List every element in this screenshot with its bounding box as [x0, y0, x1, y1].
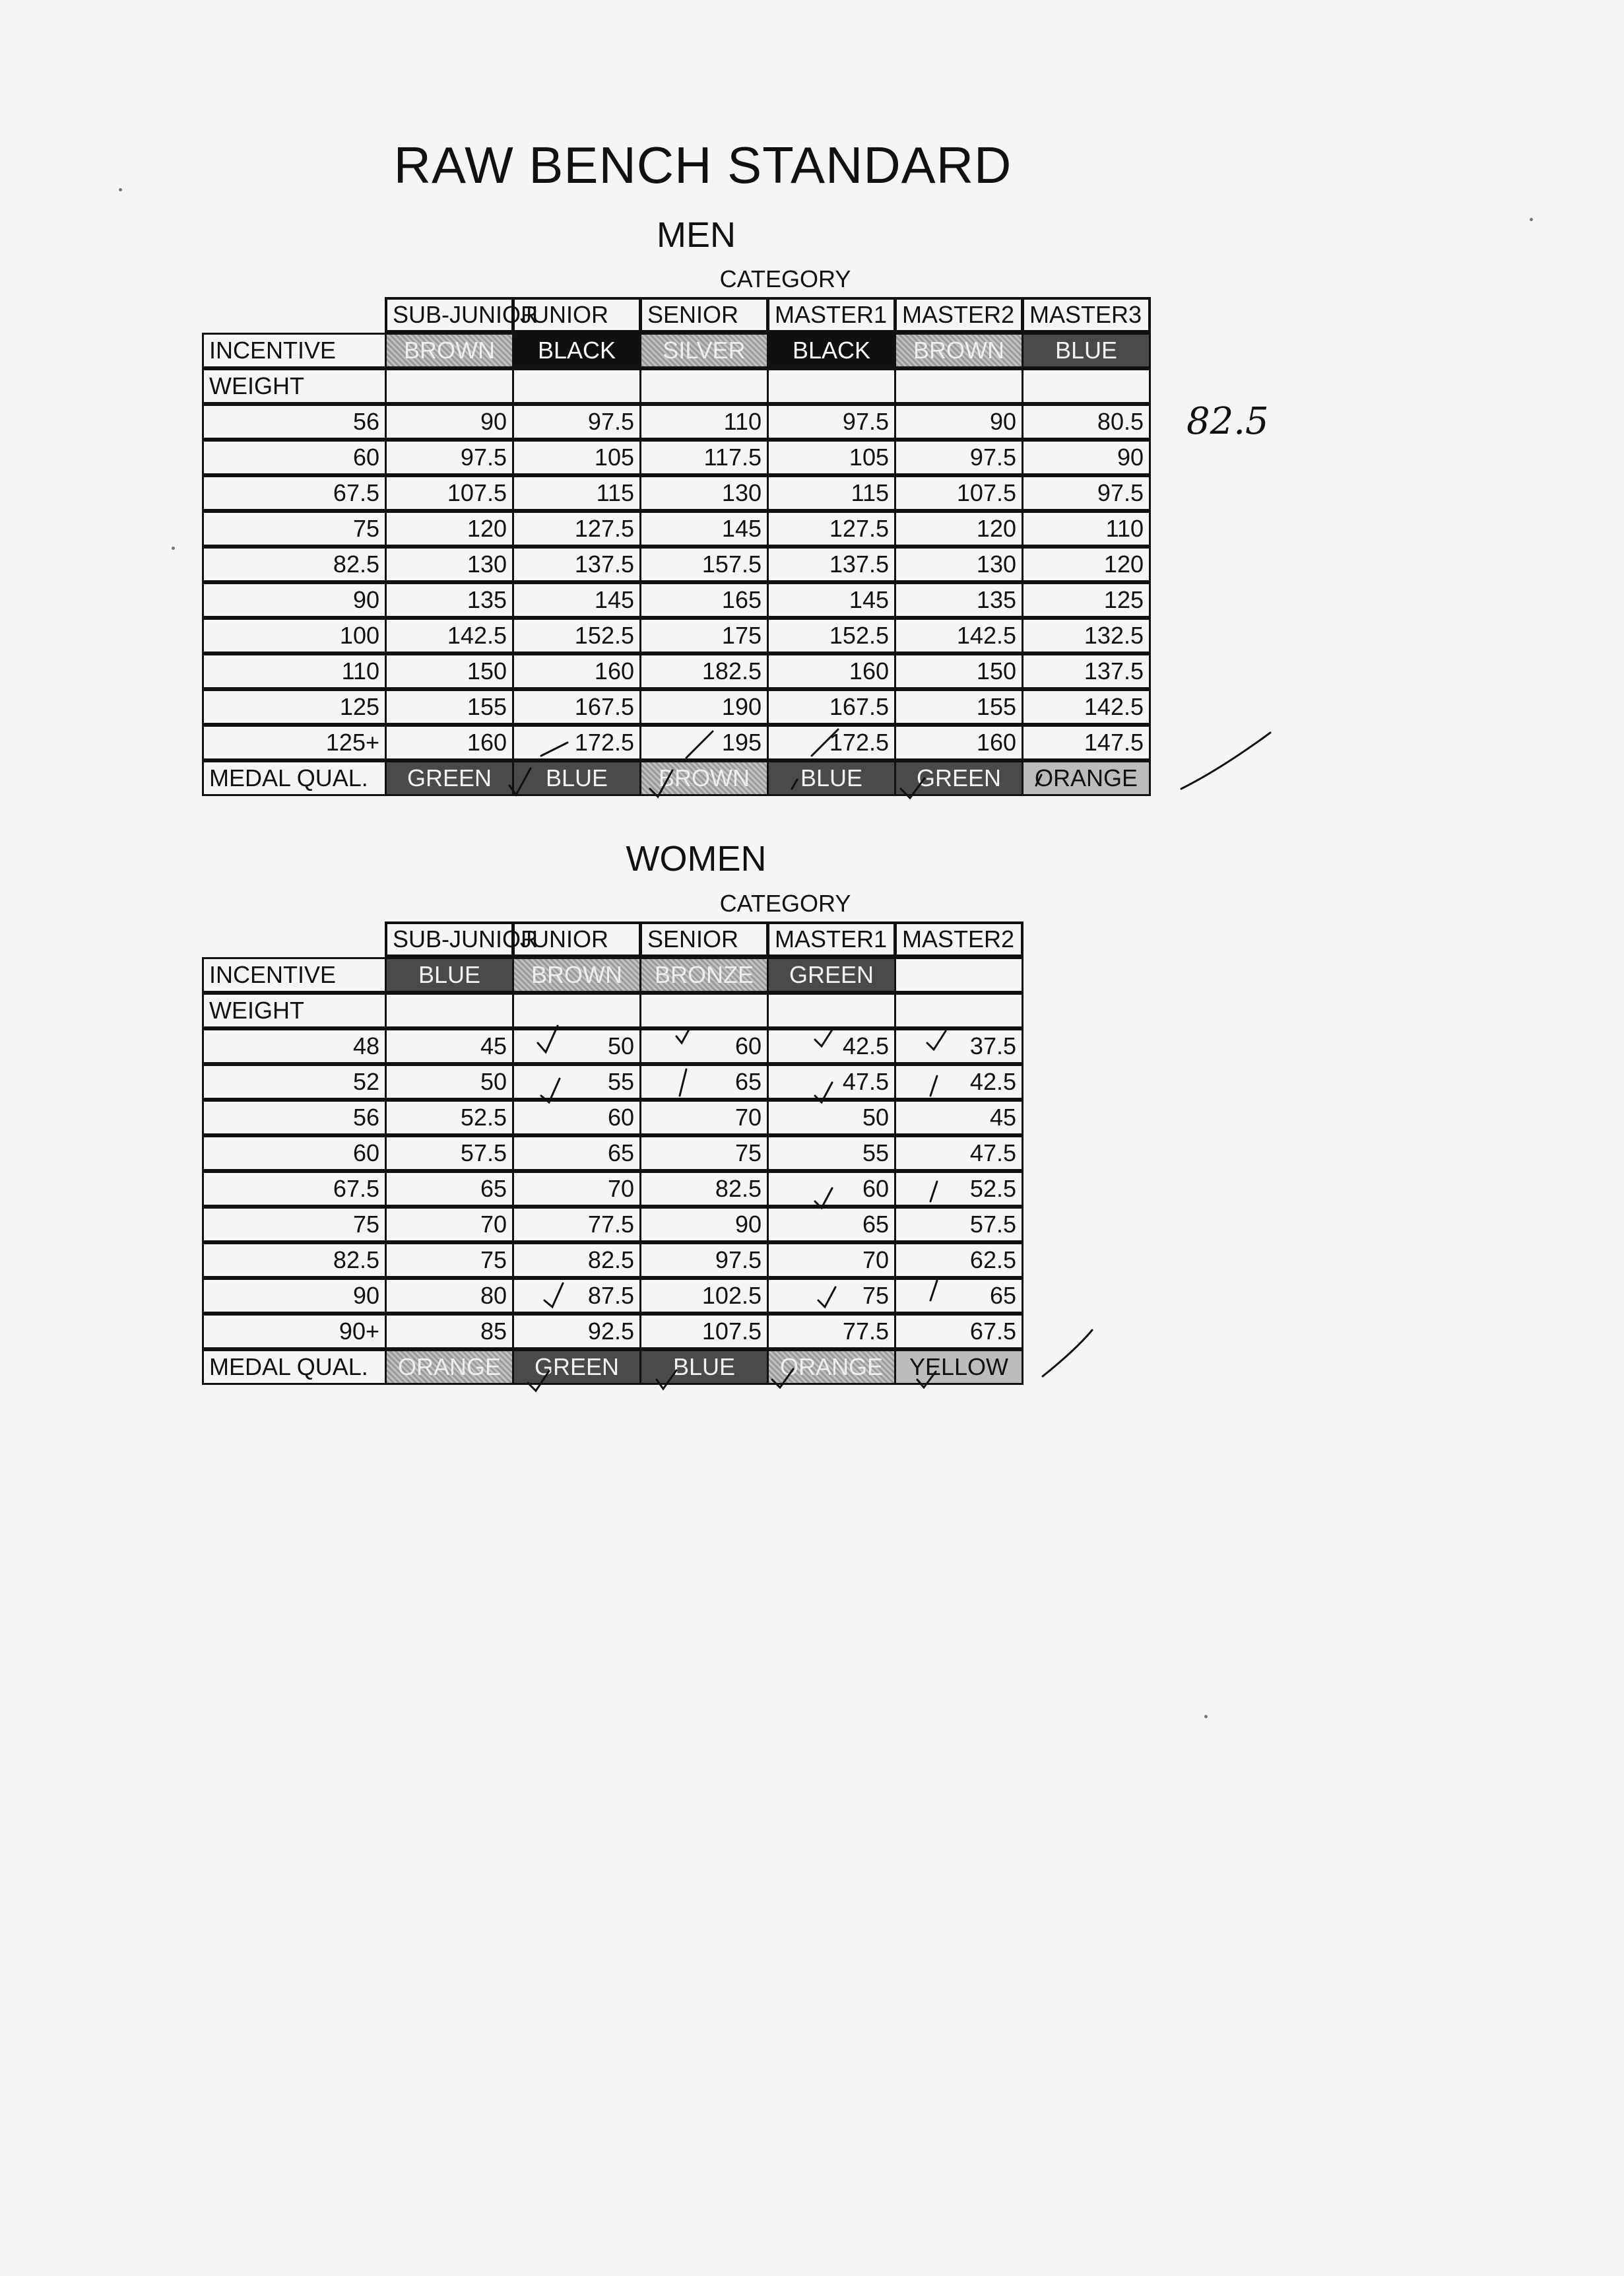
weight-class: 67.5 [202, 475, 387, 511]
medal-badge: YELLOW [894, 1349, 1023, 1385]
medal-label: MEDAL QUAL. [202, 760, 387, 796]
incentive-badge: BROWN [894, 333, 1023, 368]
standard-value: 160 [894, 725, 1023, 760]
weight-class: 125 [202, 689, 387, 725]
medal-badge: BLUE [512, 760, 641, 796]
standard-value: 92.5 [512, 1314, 641, 1349]
weight-class: 52 [202, 1064, 387, 1100]
standard-value: 90 [894, 404, 1023, 440]
incentive-label: INCENTIVE [202, 957, 387, 993]
standard-value: 172.5 [512, 725, 641, 760]
weight-class: 90 [202, 1278, 387, 1314]
standard-value: 135 [385, 582, 514, 618]
standard-value: 60 [767, 1171, 896, 1207]
standard-value: 50 [767, 1100, 896, 1135]
standard-value: 90 [385, 404, 514, 440]
standard-value: 142.5 [385, 618, 514, 653]
medal-badge: BROWN [639, 760, 769, 796]
column-header: SENIOR [639, 921, 769, 957]
men-check-6 [1181, 733, 1270, 789]
medal-badge: BLUE [767, 760, 896, 796]
column-header: MASTER1 [767, 921, 896, 957]
standard-value: 70 [385, 1207, 514, 1242]
weight-class: 82.5 [202, 547, 387, 582]
standard-value: 115 [512, 475, 641, 511]
standard-value: 155 [894, 689, 1023, 725]
standard-value: 137.5 [767, 547, 896, 582]
column-header: JUNIOR [512, 297, 641, 333]
incentive-badge: BROWN [385, 333, 514, 368]
standard-value: 145 [512, 582, 641, 618]
standard-value: 47.5 [767, 1064, 896, 1100]
standard-value: 195 [639, 725, 769, 760]
standard-value: 110 [1022, 511, 1151, 547]
incentive-badge: BROWN [512, 957, 641, 993]
standard-value: 65 [639, 1064, 769, 1100]
scan-speck [1204, 1715, 1208, 1718]
standard-value: 120 [1022, 547, 1151, 582]
standard-value: 77.5 [512, 1207, 641, 1242]
standard-value: 65 [385, 1171, 514, 1207]
standard-value: 157.5 [639, 547, 769, 582]
standard-value: 115 [767, 475, 896, 511]
empty-cell [639, 993, 769, 1028]
standard-value: 55 [767, 1135, 896, 1171]
page-title: RAW BENCH STANDARD [393, 136, 1012, 194]
standard-value: 50 [385, 1064, 514, 1100]
standard-value: 65 [894, 1278, 1023, 1314]
weight-label: WEIGHT [202, 368, 387, 404]
weight-class: 60 [202, 1135, 387, 1171]
standard-value: 75 [767, 1278, 896, 1314]
standard-value: 47.5 [894, 1135, 1023, 1171]
standard-value: 90 [639, 1207, 769, 1242]
standard-value: 87.5 [512, 1278, 641, 1314]
incentive-badge: BLUE [1022, 333, 1151, 368]
standard-value: 62.5 [894, 1242, 1023, 1278]
standard-value: 137.5 [512, 547, 641, 582]
weight-class: 48 [202, 1028, 387, 1064]
column-header: MASTER1 [767, 297, 896, 333]
standard-value: 167.5 [767, 689, 896, 725]
standard-value: 147.5 [1022, 725, 1151, 760]
standard-value: 105 [512, 440, 641, 475]
incentive-badge: SILVER [639, 333, 769, 368]
medal-badge: GREEN [512, 1349, 641, 1385]
standard-value: 97.5 [512, 404, 641, 440]
standard-value: 67.5 [894, 1314, 1023, 1349]
weight-class: 56 [202, 404, 387, 440]
weight-class: 90+ [202, 1314, 387, 1349]
standard-value: 75 [639, 1135, 769, 1171]
column-header: SUB-JUNIOR [385, 921, 514, 957]
standard-value: 125 [1022, 582, 1151, 618]
empty-cell [512, 368, 641, 404]
standard-value: 42.5 [894, 1064, 1023, 1100]
empty-cell [639, 368, 769, 404]
column-header: MASTER3 [1022, 297, 1151, 333]
standard-value: 42.5 [767, 1028, 896, 1064]
column-header: JUNIOR [512, 921, 641, 957]
standard-value: 137.5 [1022, 653, 1151, 689]
standard-value: 45 [385, 1028, 514, 1064]
women-heading: WOMEN [626, 839, 767, 879]
standard-value: 132.5 [1022, 618, 1151, 653]
standard-value: 152.5 [512, 618, 641, 653]
empty-cell [385, 993, 514, 1028]
standard-value: 150 [385, 653, 514, 689]
standard-value: 160 [767, 653, 896, 689]
standard-value: 130 [385, 547, 514, 582]
empty-cell [1022, 368, 1151, 404]
standard-value: 182.5 [639, 653, 769, 689]
standard-value: 82.5 [639, 1171, 769, 1207]
standard-value: 97.5 [385, 440, 514, 475]
standard-value: 50 [512, 1028, 641, 1064]
standard-value: 70 [767, 1242, 896, 1278]
scan-speck [119, 188, 122, 191]
standard-value: 80.5 [1022, 404, 1151, 440]
medal-badge: BLUE [639, 1349, 769, 1385]
weight-class: 90 [202, 582, 387, 618]
standard-value: 190 [639, 689, 769, 725]
standard-value: 57.5 [385, 1135, 514, 1171]
standard-value: 45 [894, 1100, 1023, 1135]
incentive-badge: BLACK [512, 333, 641, 368]
standard-value: 175 [639, 618, 769, 653]
incentive-badge [894, 957, 1023, 993]
standard-value: 165 [639, 582, 769, 618]
standard-value: 135 [894, 582, 1023, 618]
empty-cell [894, 993, 1023, 1028]
weight-class: 110 [202, 653, 387, 689]
standard-value: 52.5 [385, 1100, 514, 1135]
standard-value: 150 [894, 653, 1023, 689]
standard-value: 57.5 [894, 1207, 1023, 1242]
standard-value: 70 [512, 1171, 641, 1207]
women-category-label: CATEGORY [719, 890, 851, 917]
column-header: SUB-JUNIOR [385, 297, 514, 333]
scan-speck [1530, 218, 1533, 221]
standard-value: 130 [894, 547, 1023, 582]
weight-class: 60 [202, 440, 387, 475]
standard-value: 102.5 [639, 1278, 769, 1314]
standard-value: 110 [639, 404, 769, 440]
standard-value: 97.5 [767, 404, 896, 440]
medal-badge: ORANGE [385, 1349, 514, 1385]
standard-value: 172.5 [767, 725, 896, 760]
weight-class: 67.5 [202, 1171, 387, 1207]
standard-value: 60 [639, 1028, 769, 1064]
standard-value: 107.5 [385, 475, 514, 511]
standard-value: 152.5 [767, 618, 896, 653]
standard-value: 107.5 [894, 475, 1023, 511]
standard-value: 130 [639, 475, 769, 511]
standard-value: 80 [385, 1278, 514, 1314]
standard-value: 90 [1022, 440, 1151, 475]
empty-cell [512, 993, 641, 1028]
weight-class: 75 [202, 1207, 387, 1242]
standard-value: 65 [512, 1135, 641, 1171]
empty-cell [767, 993, 896, 1028]
standard-value: 75 [385, 1242, 514, 1278]
weight-class: 125+ [202, 725, 387, 760]
standard-value: 160 [512, 653, 641, 689]
standard-value: 85 [385, 1314, 514, 1349]
standard-value: 97.5 [639, 1242, 769, 1278]
standard-value: 145 [639, 511, 769, 547]
empty-cell [385, 368, 514, 404]
standard-value: 77.5 [767, 1314, 896, 1349]
column-header: SENIOR [639, 297, 769, 333]
weight-class: 82.5 [202, 1242, 387, 1278]
standard-value: 145 [767, 582, 896, 618]
handwritten-note: 82.5 [1186, 400, 1269, 443]
standard-value: 97.5 [894, 440, 1023, 475]
standard-value: 105 [767, 440, 896, 475]
empty-cell [894, 368, 1023, 404]
weight-class: 75 [202, 511, 387, 547]
standard-value: 37.5 [894, 1028, 1023, 1064]
scan-speck [172, 547, 175, 550]
weight-label: WEIGHT [202, 993, 387, 1028]
standard-value: 60 [512, 1100, 641, 1135]
standard-value: 120 [385, 511, 514, 547]
medal-badge: GREEN [385, 760, 514, 796]
incentive-label: INCENTIVE [202, 333, 387, 368]
standard-value: 97.5 [1022, 475, 1151, 511]
standard-value: 117.5 [639, 440, 769, 475]
medal-badge: ORANGE [767, 1349, 896, 1385]
standard-value: 70 [639, 1100, 769, 1135]
incentive-badge: BLUE [385, 957, 514, 993]
weight-class: 100 [202, 618, 387, 653]
medal-label: MEDAL QUAL. [202, 1349, 387, 1385]
standard-value: 167.5 [512, 689, 641, 725]
standard-value: 55 [512, 1064, 641, 1100]
incentive-badge: BLACK [767, 333, 896, 368]
incentive-badge: BRONZE [639, 957, 769, 993]
standard-value: 127.5 [512, 511, 641, 547]
weight-class: 56 [202, 1100, 387, 1135]
column-header: MASTER2 [894, 297, 1023, 333]
medal-badge: GREEN [894, 760, 1023, 796]
standard-value: 120 [894, 511, 1023, 547]
empty-cell [767, 368, 896, 404]
standard-value: 160 [385, 725, 514, 760]
standard-value: 52.5 [894, 1171, 1023, 1207]
men-heading: MEN [657, 215, 736, 255]
standard-value: 155 [385, 689, 514, 725]
standard-value: 142.5 [1022, 689, 1151, 725]
standard-value: 65 [767, 1207, 896, 1242]
medal-badge: ORANGE [1022, 760, 1151, 796]
women-check-5 [1043, 1330, 1092, 1376]
men-category-label: CATEGORY [719, 265, 851, 292]
standard-value: 107.5 [639, 1314, 769, 1349]
standard-value: 127.5 [767, 511, 896, 547]
incentive-badge: GREEN [767, 957, 896, 993]
standard-value: 142.5 [894, 618, 1023, 653]
standard-value: 82.5 [512, 1242, 641, 1278]
column-header: MASTER2 [894, 921, 1023, 957]
